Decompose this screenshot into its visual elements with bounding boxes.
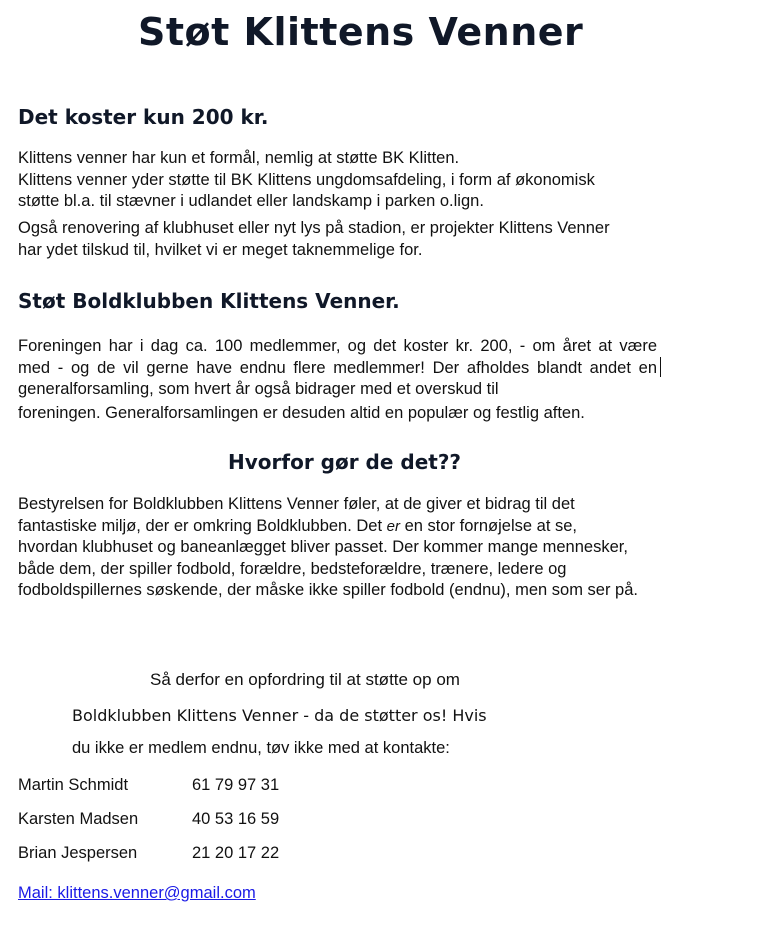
paragraph-line: Bestyrelsen for Boldklubben Klittens Venner føler, at de giver et bidrag til det <box>18 495 575 513</box>
contact-phone: 40 53 16 59 <box>192 810 280 828</box>
text-run: en stor fornøjelse at se, <box>400 516 577 535</box>
paragraph-line: foreningen. Generalforsamlingen er desuden altid en populær og festlig aften. <box>18 403 585 422</box>
mail-link[interactable]: Mail: klittens.venner@gmail.com <box>18 884 256 902</box>
paragraph-membership <box>18 336 657 424</box>
appeal-line-2: Boldklubben Klittens Venner - da de støtter os! Hvis <box>72 706 487 725</box>
paragraph-line: både dem, der spiller fodbold, forældre, bedsteforældre, trænere, ledere og <box>18 559 567 578</box>
paragraph-line: støtte bl.a. til stævner i udlandet eller landskamp i parken o.lign. <box>18 192 484 210</box>
contact-phone: 21 20 17 22 <box>192 844 280 862</box>
paragraph-line: Klittens venner yder støtte til BK Klittens ungdomsafdeling, i form af økonomisk <box>18 170 595 189</box>
contact-phone: 61 79 97 31 <box>192 776 280 794</box>
paragraph-renovation <box>18 218 610 261</box>
paragraph-line: generalforsamling, som hvert år også bidrager med et overskud til <box>18 380 499 398</box>
emphasis-text: er <box>386 517 400 535</box>
heading-support: Støt Boldklubben Klittens Venner. <box>18 289 400 313</box>
paragraph-line: hvordan klubhuset og baneanlægget bliver passet. Der kommer mange mennesker, <box>18 538 628 556</box>
paragraph-line: Også renovering af klubhuset eller nyt lys på stadion, er projekter Klittens Venner <box>18 219 610 237</box>
contact-name: Karsten Madsen <box>18 810 139 828</box>
appeal-line-3: du ikke er medlem endnu, tøv ikke med at kontakte: <box>72 739 450 757</box>
contact-name: Martin Schmidt <box>18 776 129 794</box>
text-cursor <box>660 357 661 377</box>
paragraph-line <box>18 516 638 538</box>
paragraph-purpose <box>18 148 595 213</box>
appeal-line-1: Så derfor en opfordring til at støtte op om <box>150 670 460 689</box>
page-title: Støt Klittens Venner <box>138 10 584 54</box>
paragraph-why <box>18 494 638 602</box>
heading-cost: Det koster kun 200 kr. <box>18 105 269 129</box>
paragraph-line: Klittens venner har kun et formål, nemlig at støtte BK Klitten. <box>18 149 460 167</box>
paragraph-line: har ydet tilskud til, hvilket vi er meget taknemmelige for. <box>18 240 423 259</box>
heading-why: Hvorfor gør de det?? <box>228 450 462 474</box>
contact-name: Brian Jespersen <box>18 844 138 862</box>
text-run: fantastiske miljø, der er omkring Boldklubben. Det <box>18 516 387 535</box>
paragraph-line: Foreningen har i dag ca. 100 medlemmer, og det koster kr. 200, - om året at være <box>18 337 657 355</box>
paragraph-line: med - og de vil gerne have endnu flere medlemmer! Der afholdes blandt andet en <box>18 358 657 377</box>
paragraph-line: fodboldspillernes søskende, der måske ikke spiller fodbold (endnu), men som ser på. <box>18 581 638 599</box>
